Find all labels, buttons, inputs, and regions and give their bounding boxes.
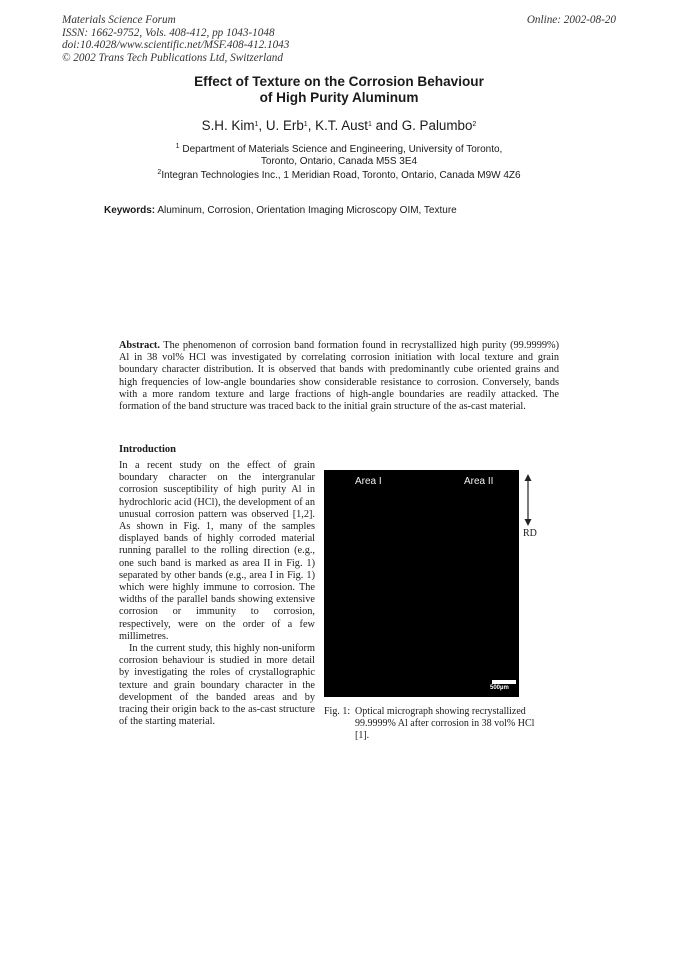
keywords-label: Keywords:	[104, 205, 156, 216]
paragraph: In a recent study on the effect of grain boundary character on the intergranular corrosion susceptibility of high purity Al in hydrochloric acid (HCl), the development of an unusual corrosion pattern was observed [1,2]. As shown in Fig. 1, many of the samples displayed bands of highly corroded material running parallel to the rolling direction (e.g., one such band is marked as area II in Fig. 1) separated by other bands (e.g., area I in Fig. 1) which were highly immune to corrosion. The widths of the parallel bands showing extensive corrosion or immunity to corrosion, respectively, were on the order of a few millimetres.	[119, 460, 315, 642]
section-heading-introduction: Introduction	[119, 444, 176, 455]
area-2-label: Area II	[464, 476, 494, 487]
affiliation-mark: 1	[175, 143, 180, 150]
copyright-line: © 2002 Trans Tech Publications Ltd, Switzerland	[62, 51, 283, 64]
abstract	[119, 340, 559, 413]
paper-title	[0, 74, 678, 106]
affiliation-1-line-1	[0, 144, 678, 156]
journal-name: Materials Science Forum	[62, 14, 176, 26]
author-affiliation-mark: 1	[368, 121, 372, 128]
affiliation-mark: 2	[157, 169, 162, 176]
scale-bar	[492, 680, 516, 684]
area-1-label: Area I	[355, 476, 382, 487]
author-name: G. Palumbo	[401, 118, 473, 133]
affiliation-text: Integran Technologies Inc., 1 Meridian Road, Toronto, Ontario, Canada M9W 4Z6	[161, 170, 521, 181]
affiliation-1	[0, 144, 678, 168]
affiliation-2-line-1	[0, 170, 678, 182]
micrograph-image	[324, 470, 519, 697]
author-separator: ,	[307, 118, 316, 133]
keywords-text: Aluminum, Corrosion, Orientation Imaging Microscopy OIM, Texture	[155, 205, 457, 216]
introduction-body	[119, 460, 315, 728]
affiliation-2	[0, 170, 678, 182]
keywords	[104, 205, 457, 216]
author-affiliation-mark: 1	[254, 121, 259, 128]
figure-caption	[324, 706, 549, 742]
author-name: U. Erb	[265, 118, 304, 133]
title-line-2: of High Purity Aluminum	[259, 90, 419, 105]
author-list	[0, 118, 678, 133]
online-date: Online: 2002-08-20	[526, 14, 616, 26]
affiliation-text: Department of Materials Science and Engineering, University of Toronto,	[182, 144, 503, 155]
issn-line: ISSN: 1662-9752, Vols. 408-412, pp 1043-1048	[62, 26, 275, 39]
author-separator: ,	[258, 118, 266, 133]
paragraph: In the current study, this highly non-uniform corrosion behaviour is studied in more detail by investigating the roles of crystallographic texture and grain boundary character in the development of the banded areas and by tracing their origin back to the as-cast structure of the starting material.	[119, 643, 315, 728]
author-affiliation-mark: 2	[472, 121, 477, 128]
caption-text: Optical micrograph showing recrystallized 99.9999% Al after corrosion in 38 vol% HCl [1].	[355, 706, 535, 741]
author-name: K.T. Aust	[315, 118, 368, 133]
abstract-text: The phenomenon of corrosion band formation found in recrystallized high purity (99.9999%) Al in 38 vol% HCl was investigated by correlating corrosion initiation with local texture and grain boundary character distribution. It is observed that bands with predominantly cube oriented grains and high frequencies of low-angle boundaries show considerable resistance to corrosion. Conversely, bands with a more random texture and large fractions of high-angle boundaries are readily attacked. The formation of the band structure was traced back to the initial grain structure of the as-cast material.	[119, 340, 559, 413]
rolling-direction-label: RD	[523, 528, 537, 539]
doi-link[interactable]: doi:10.4028/www.scientific.net/MSF.408-412.1043	[62, 39, 290, 52]
author-separator: and	[371, 118, 402, 133]
journal-header	[62, 14, 289, 64]
double-arrow-icon	[522, 474, 534, 526]
scale-bar-label: 500µm	[490, 685, 509, 691]
figure-number: Fig. 1:	[324, 706, 351, 717]
author-affiliation-mark: 1	[303, 121, 308, 128]
affiliation-1-line-2: Toronto, Ontario, Canada M5S 3E4	[260, 156, 418, 167]
author-name: S.H. Kim	[201, 118, 255, 133]
title-line-1: Effect of Texture on the Corrosion Behaviour	[194, 74, 484, 89]
abstract-label: Abstract.	[119, 340, 160, 351]
